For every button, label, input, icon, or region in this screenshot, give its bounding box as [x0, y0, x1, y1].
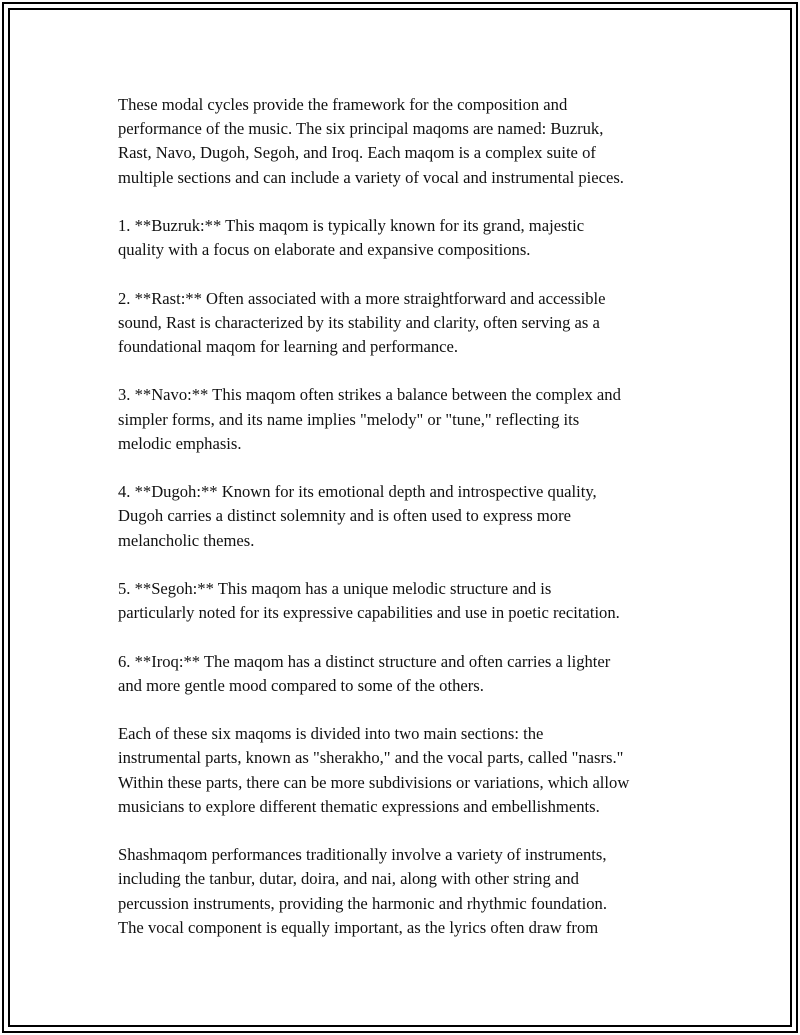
document-body [118, 93, 698, 940]
list-item-buzruk: 1. **Buzruk:** This maqom is typically known for its grand, majestic quality with a focus on elaborate and expansive compositions. [118, 216, 585, 260]
intro-paragraph: These modal cycles provide the framework for the composition and performance of the music. The six principal maqoms are named: Buzruk, Rast, Navo, Dugoh, Segoh, and Iroq. Each maqom is a complex suite of multiple sections and can include a variety of vocal and instrumental pieces. [118, 95, 624, 187]
instruments-paragraph: Shashmaqom performances traditionally involve a variety of instruments, including the tanbur, dutar, doira, and nai, along with other string and percussion instruments, providing the harmonic and rhythmic foundation. The vocal component is equally important, as the lyrics often draw from [118, 845, 607, 937]
list-item-rast: 2. **Rast:** Often associated with a more straightforward and accessible sound, Rast is characterized by its stability and clarity, often serving as a foundational maqom for learning and performance. [118, 288, 606, 356]
list-item-navo: 3. **Navo:** This maqom often strikes a balance between the complex and simpler forms, and its name implies "melody" or "tune," reflecting its melodic emphasis. [118, 385, 621, 453]
list-item-iroq: 6. **Iroq:** The maqom has a distinct structure and often carries a lighter and more gentle mood compared to some of the others. [118, 651, 611, 695]
list-item-segoh: 5. **Segoh:** This maqom has a unique melodic structure and is particularly noted for its expressive capabilities and use in poetic recitation. [118, 578, 620, 623]
sections-paragraph: Each of these six maqoms is divided into two main sections: the instrumental parts, known as "sherakho," and the vocal parts, called "nasrs." Within these parts, there can be more subdivisions or variations, which allow musicians to explore different thematic expressions and embellishments. [118, 724, 630, 816]
list-item-dugoh: 4. **Dugoh:** Known for its emotional depth and introspective quality, Dugoh carries a distinct solemnity and is often used to express more melancholic themes. [118, 482, 597, 550]
